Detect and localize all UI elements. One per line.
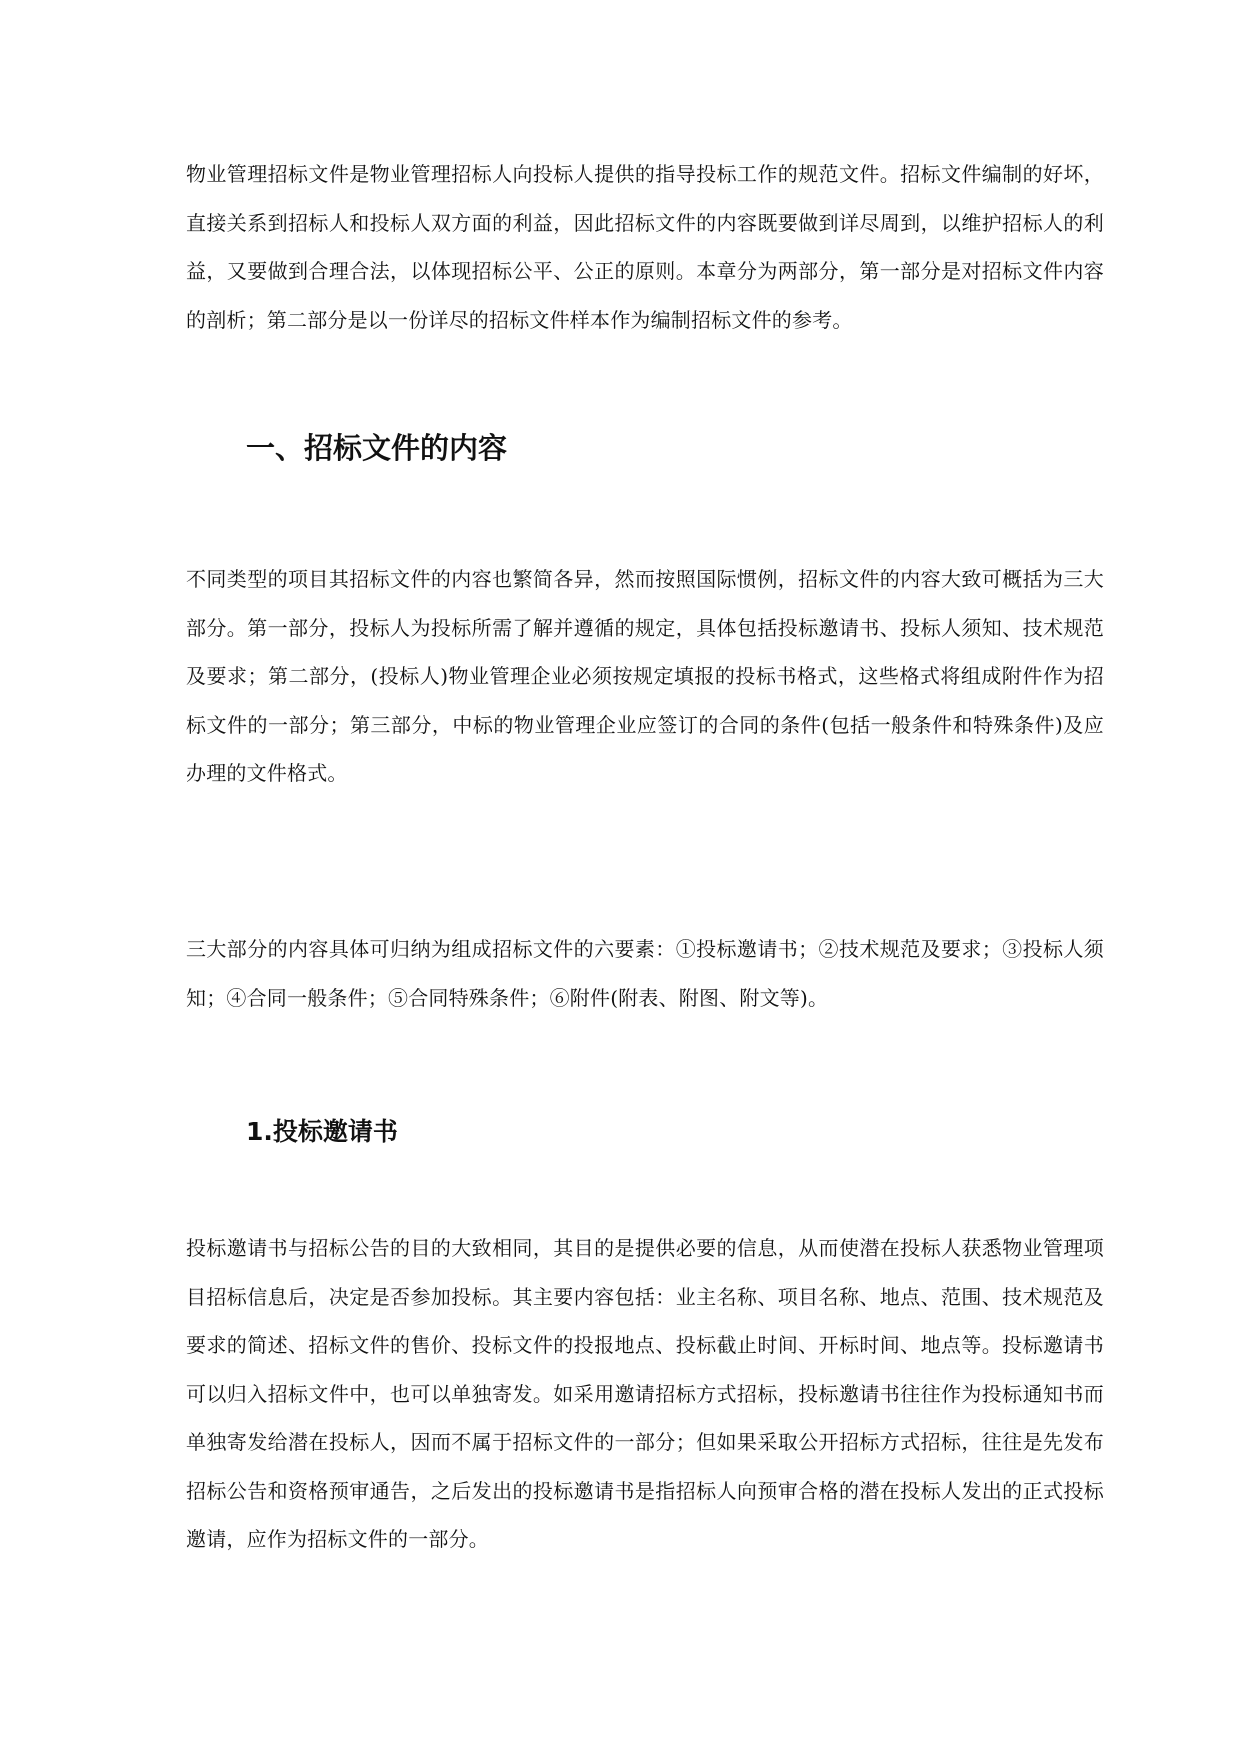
section-paragraph-1: 不同类型的项目其招标文件的内容也繁简各异，然而按照国际惯例，招标文件的内容大致可概括为三大部分。第一部分，投标人为投标所需了解并遵循的规定，具体包括投标邀请书、投标人须知、技术规范及要求；第二部分，(投标人)物业管理企业必须按规定填报的投标书格式，这些格式将组成附件作为招标文件的一部分；第三部分，中标的物业管理企业应签订的合同的条件(包括一般条件和特殊条件)及应办理的文件格式。 bbox=[186, 567, 1104, 785]
subsection-paragraph: 投标邀请书与招标公告的目的大致相同，其目的是提供必要的信息，从而使潜在投标人获悉物业管理项目招标信息后，决定是否参加投标。其主要内容包括：业主名称、项目名称、地点、范围、技术规范及要求的简述、招标文件的售价、投标文件的投报地点、投标截止时间、开标时间、地点等。投标邀请书可以归入招标文件中，也可以单独寄发。如采用邀请招标方式招标，投标邀请书往往作为投标通知书而单独寄发给潜在投标人，因而不属于招标文件的一部分；但如果采取公开招标方式招标，往往是先发布招标公告和资格预审通告，之后发出的投标邀请书是指招标人向预审合格的潜在投标人发出的正式投标邀请，应作为招标文件的一部分。 bbox=[186, 1236, 1104, 1551]
intro-paragraph: 物业管理招标文件是物业管理招标人向投标人提供的指导投标工作的规范文件。招标文件编制的好坏，直接关系到招标人和投标人双方面的利益，因此招标文件的内容既要做到详尽周到，以维护招标人的利益，又要做到合理合法，以体现招标公平、公正的原则。本章分为两部分，第一部分是对招标文件内容的剖析；第二部分是以一份详尽的招标文件样本作为编制招标文件的参考。 bbox=[186, 162, 1104, 332]
section-paragraph-2: 三大部分的内容具体可归纳为组成招标文件的六要素：①投标邀请书；②技术规范及要求；③投标人须知；④合同一般条件；⑤合同特殊条件；⑥附件(附表、附图、附文等)。 bbox=[186, 937, 1104, 1010]
subsection-heading: 1.投标邀请书 bbox=[246, 1117, 398, 1146]
section-heading: 一、招标文件的内容 bbox=[246, 431, 508, 465]
